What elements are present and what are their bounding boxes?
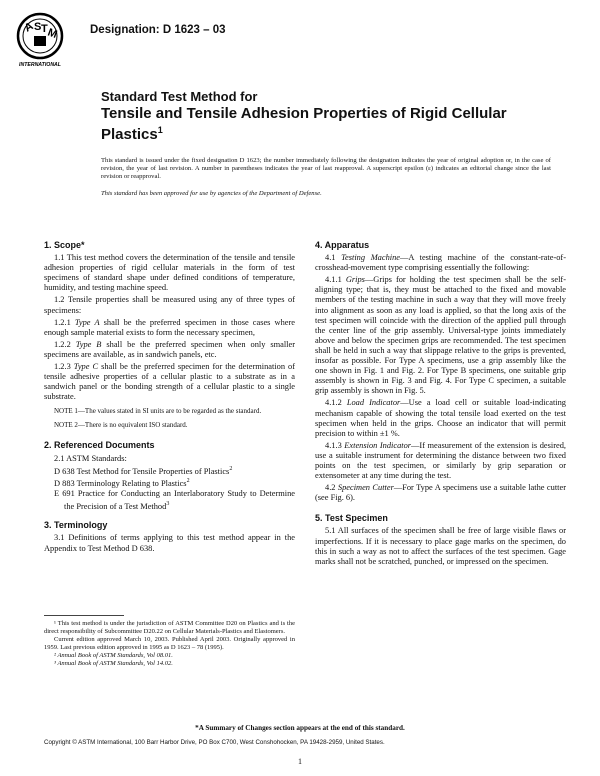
summary-of-changes-note: *A Summary of Changes section appears at the end of this standard. — [195, 724, 405, 732]
section-heading-apparatus: 4. Apparatus — [315, 240, 370, 250]
para-4-2: 4.2 Specimen Cutter—For Type A specimens use a suitable lathe cutter (see Fig. 6). — [315, 483, 566, 503]
reference-item: D 883 Terminology Relating to Plastics$^2$ — [54, 478, 190, 489]
svg-text:M: M — [45, 26, 59, 41]
footnotes — [44, 620, 295, 668]
note-2: NOTE 2—There is no equivalent ISO standard. — [54, 420, 188, 429]
right-column — [315, 240, 566, 569]
designation: Designation: D 1623 – 03 — [90, 24, 226, 36]
para-4-1: 4.1 Testing Machine—A testing machine of the constant-rate-of-crosshead-movement type comprising essentially the following: — [315, 253, 566, 273]
footnote-1-edition: Current edition approved March 10, 2003. Published April 2003. Originally approved in 1959. Last previous edition approved in 1995 as D 1623 – 78 (1995). — [44, 636, 295, 651]
section-heading-scope: 1. Scope* — [44, 240, 85, 250]
copyright: Copyright © ASTM International, 100 Barr Harbor Drive, PO Box C700, West Conshohocken, PA 19428-2959, United States. — [44, 739, 385, 746]
title-line-1: Standard Test Method for — [101, 89, 258, 104]
section-heading-referenced-documents: 2. Referenced Documents — [44, 440, 155, 451]
dod-approval-note: This standard has been approved for use by agencies of the Department of Defense. — [101, 190, 322, 197]
svg-text:A: A — [22, 20, 36, 35]
left-column — [44, 240, 295, 556]
para-1-2-2: 1.2.2 Type B shall be the preferred specimen when only smaller specimens are available, as in sandwich panels, etc. — [44, 339, 295, 359]
para-4-1-1: 4.1.1 Grips—Grips for holding the test specimen shall be the self-aligning type; that is, they must be attached to the fixed and movable members of the testing machine in such a way that they will move freely into alignment as soon as any load is applied, so that the long axis of the test specimen will coincide with the direction of the applied pull through the center line of the grip assembly. Universal-type joints immediately above and below the specimen grips are recommended. The test specimen shall be held in such a way that slippage relative to the grips is prevented, insofar as possible. For Type A specimens, use a grip assembly like the one shown in Fig. 1 and Fig. 2. For Type B specimens, one suitable grip assembly is shown in Fig. 3 and Fig. 4. For Type C specimen, a suitable grip assembly is shown in Fig. 5. — [315, 275, 567, 396]
svg-text:T: T — [41, 23, 48, 35]
footnote-2: ² Annual Book of ASTM Standards, Vol 08.01. — [54, 652, 173, 659]
para-1-2-3: 1.2.3 Type C shall be the preferred specimen for the determination of tensile adhesive properties of a cellular plastic to a substrate as in a sandwich panel or the bonding strength of a cellular plastic to a single substrate. — [44, 362, 296, 402]
reference-item: D 638 Test Method for Tensile Properties of Plastics$^2$ — [54, 465, 233, 476]
footnote-divider — [44, 615, 124, 616]
title-footnote-ref: 1 — [157, 125, 163, 135]
title-line-3: Plastics$^1$ — [101, 125, 163, 143]
reference-item: E 691 Practice for Conducting an Interlaboratory Study to Determine the Precision of a Test Method$^3$ — [54, 489, 295, 512]
page-number: 1 — [298, 757, 302, 766]
footnote-1: ¹ This test method is under the jurisdiction of ASTM Committee D20 on Plastics and is the direct responsibility of Subcommittee D20.22 on Cellular Materials-Plastics and Elastomers. — [44, 620, 295, 635]
para-4-1-2: 4.1.2 Load Indicator—Use a load cell or suitable load-indicating mechanism capable of showing the total tensile load exerted on the test specimen when held in the grips. Choose an indicator that will permit precision to within ±1 %. — [315, 398, 566, 438]
para-3-1: 3.1 Definitions of terms applying to this test method appear in the Appendix to Test Method D 638. — [44, 533, 295, 553]
issuance-notice: This standard is issued under the fixed designation D 1623; the number immediately following the designation indicates the year of original adoption or, in the case of revision, the year of last revision. A number in parentheses indicates the year of last reapproval. A superscript epsilon (ε) indicates an editorial change since the last revision or reapproval. — [101, 157, 551, 181]
section-heading-test-specimen: 5. Test Specimen — [315, 513, 388, 524]
para-1-2: 1.2 Tensile properties shall be measured using any of three types of specimens: — [44, 295, 295, 315]
para-1-2-1: 1.2.1 Type A shall be the preferred specimen in those cases where enough sample material exists to form the necessary specimen, — [44, 317, 295, 337]
note-1: NOTE 1—The values stated in SI units are to be regarded as the standard. — [54, 407, 262, 416]
astm-logo — [12, 10, 72, 70]
para-5-1: 5.1 All surfaces of the specimen shall be free of large visible flaws or imperfections. If it is necessary to place gage marks on the specimen, do this in such a way as not to affect the surfaces of the test specimen. Gage marks shall not be scratched, punched, or impressed on the specimen. — [315, 526, 566, 566]
footnote-3: ³ Annual Book of ASTM Standards, Vol 14.02. — [54, 660, 173, 667]
document-title — [101, 89, 541, 143]
section-heading-terminology: 3. Terminology — [44, 520, 108, 531]
logo-text: INTERNATIONAL — [19, 62, 61, 68]
para-1-1: 1.1 This test method covers the determination of the tensile and tensile adhesion properties of rigid cellular materials in the form of test specimens of standard shape under defined conditions of temperature, humidity, and testing machine speed. — [44, 253, 295, 293]
svg-text:S: S — [34, 21, 42, 33]
astm-standards-label: 2.1 ASTM Standards: — [54, 453, 127, 463]
title-line-2: Tensile and Tensile Adhesion Properties of Rigid Cellular — [101, 105, 507, 122]
referenced-documents-list — [44, 454, 295, 513]
para-4-1-3: 4.1.3 Extension Indicator—If measurement of the extension is desired, use a suitable instrument for determining the distance between two fixed points on the test specimen, or similarly by grip separation or extensometer at any time during the test. — [315, 440, 567, 481]
